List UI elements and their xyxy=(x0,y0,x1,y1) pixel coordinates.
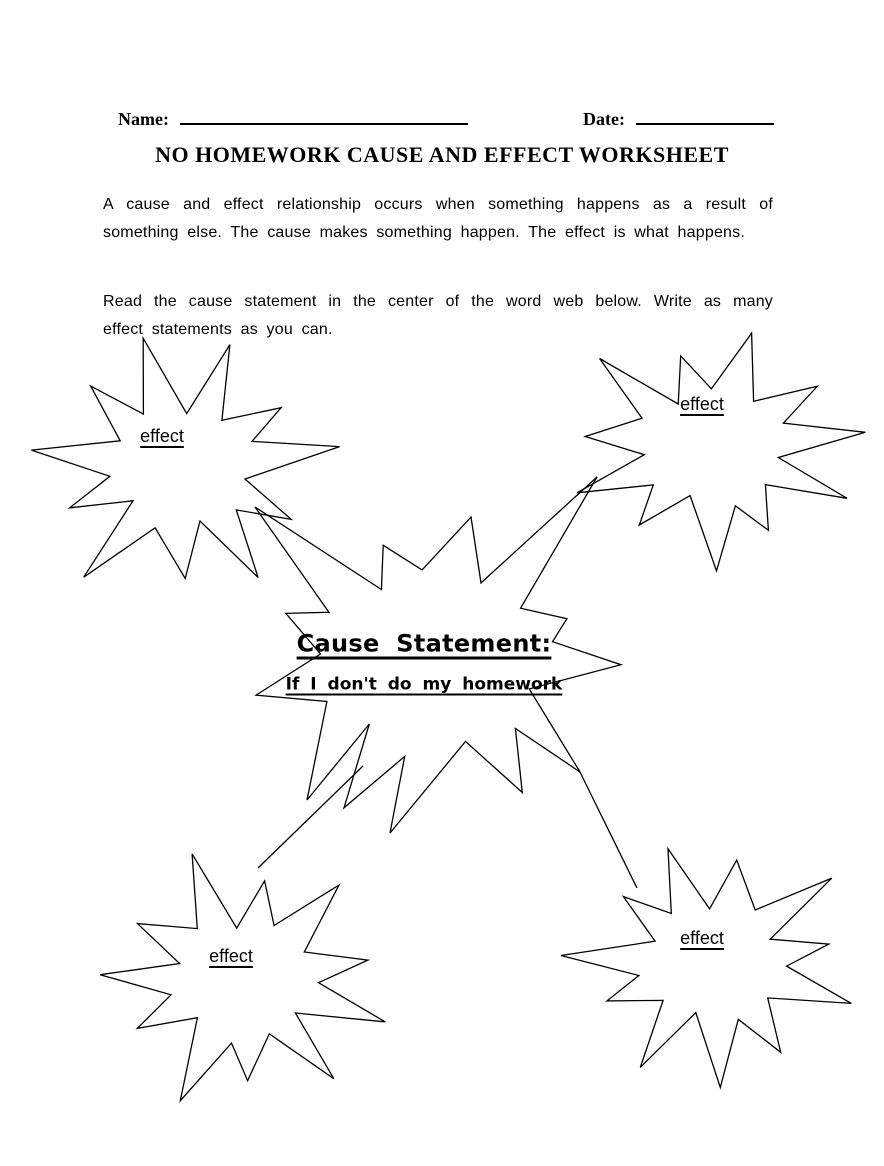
effect-label-top-left[interactable]: effect xyxy=(140,426,184,446)
date-label: Date: xyxy=(583,109,625,129)
burst-bottom-left[interactable] xyxy=(100,854,385,1101)
burst-bottom-right[interactable] xyxy=(561,849,851,1088)
effect-label-bottom-left[interactable]: effect xyxy=(209,946,253,966)
connector-center-to-bottom-right xyxy=(578,768,637,888)
name-label: Name: xyxy=(118,109,169,129)
effect-label-bottom-right[interactable]: effect xyxy=(680,928,724,948)
effect-label-top-right[interactable]: effect xyxy=(680,394,724,414)
cause-statement-heading: Cause Statement: xyxy=(296,629,552,658)
cause-statement-block xyxy=(286,630,563,695)
burst-top-left[interactable] xyxy=(31,338,339,578)
burst-top-right[interactable] xyxy=(577,333,865,571)
worksheet-title: NO HOMEWORK CAUSE AND EFFECT WORKSHEET xyxy=(155,142,729,167)
intro-paragraph-instructions: Read the cause statement in the center of the word web below. Write as many effect statements as you can. xyxy=(103,293,773,338)
cause-statement-text: If I don't do my homework xyxy=(285,674,563,695)
intro-paragraph-definition: A cause and effect relationship occurs when something happens as a result of something else. The cause makes something happen. The effect is what happens. xyxy=(103,196,773,241)
